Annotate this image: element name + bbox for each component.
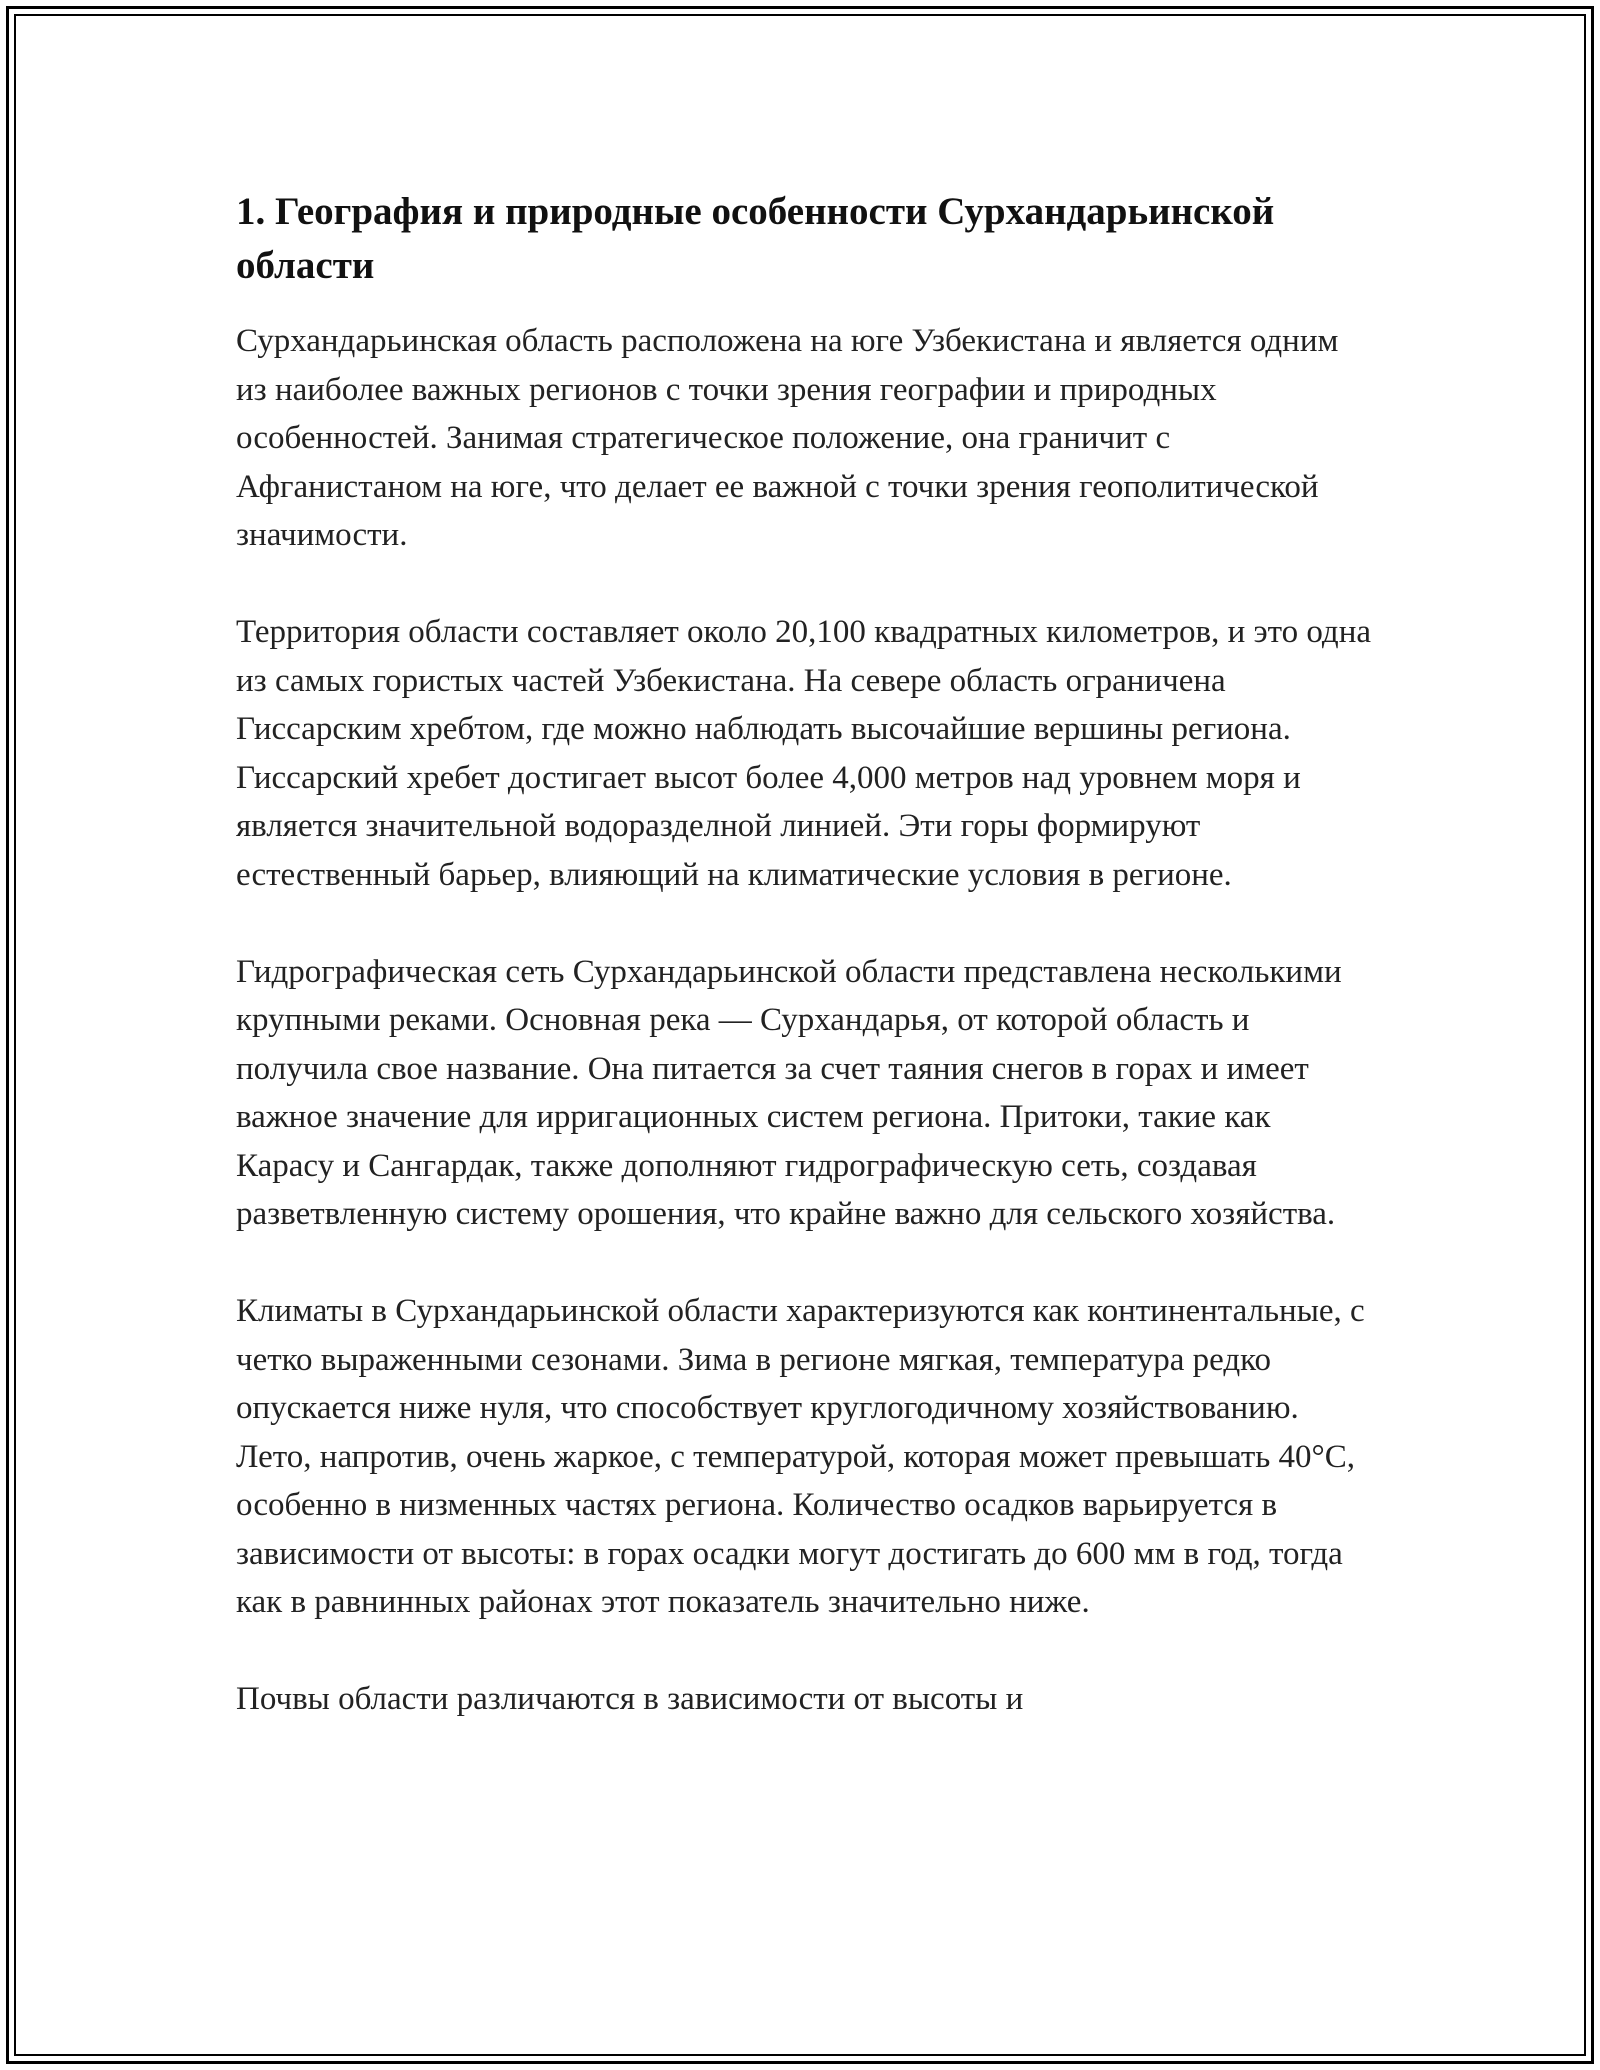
- paragraph-hydrography: Гидрографическая сеть Сурхандарьинской области представлена несколькими крупными реками. Основная река — Сурхандарья, от которой область и получила свое название. Она питается за счет таяния снегов в горах и имеет важное значение для ирригационных систем региона. Притоки, такие как Карасу и Сангардак, также дополняют гидрографическую сеть, создавая разветвленную систему орошения, что крайне важно для сельского хозяйства.: [236, 953, 1342, 1232]
- section-title: 1. География и природные особенности Сурхандарьинской области: [236, 190, 1275, 287]
- paragraph-location: Сурхандарьинская область расположена на юге Узбекистана и является одним из наиболее важных регионов с точки зрения географии и природных особенностей. Занимая стратегическое положение, она граничит с Афганистаном на юге, что делает ее важной с точки зрения геополитической значимости.: [236, 323, 1339, 553]
- document-body: [236, 185, 1376, 1772]
- paragraph-climate: Климаты в Сурхандарьинской области характеризуются как континентальные, с четко выраженными сезонами. Зима в регионе мягкая, температура редко опускается ниже нуля, что способствует круглогодичному хозяйствованию. Лето, напротив, очень жаркое, с температурой, которая может превышать 40°C, особенно в низменных частях региона. Количество осадков варьируется в зависимости от высоты: в горах осадки могут достигать до 600 мм в год, тогда как в равнинных районах этот показатель значительно ниже.: [236, 1293, 1365, 1620]
- paragraph-territory: Территория области составляет около 20,100 квадратных километров, и это одна из самых гористых частей Узбекистана. На севере область ограничена Гиссарским хребтом, где можно наблюдать высочайшие вершины региона. Гиссарский хребет достигает высот более 4,000 метров над уровнем моря и является значительной водоразделной линией. Эти горы формируют естественный барьер, влияющий на климатические условия в регионе.: [236, 614, 1372, 893]
- paragraph-soils: Почвы области различаются в зависимости от высоты и: [236, 1681, 1024, 1717]
